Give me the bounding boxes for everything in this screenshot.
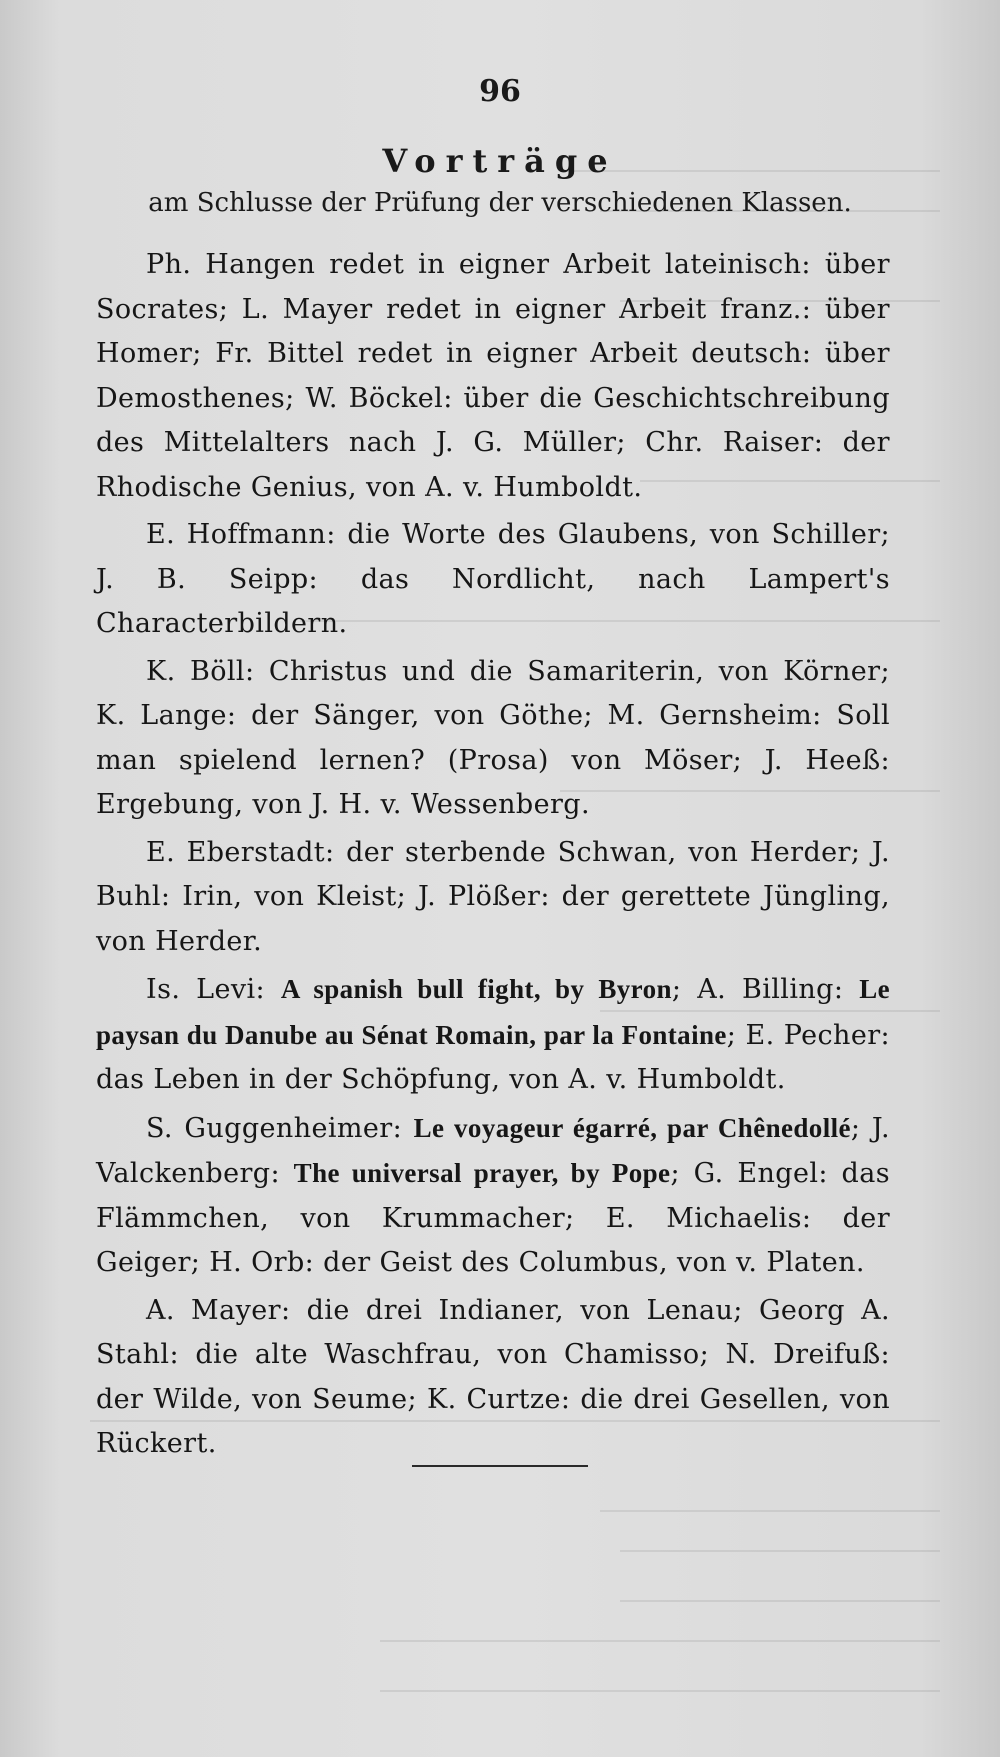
text-segment: K. Böll: Christus und die Samariterin, von Körner; K. Lange: der Sänger, von Göthe; M. Gernsheim: Soll man spielend lernen? (Prosa) von Möser; J. Heeß: Ergebung, von J. H. v. Wessenberg. xyxy=(96,655,890,820)
paragraph xyxy=(96,243,890,510)
body-text xyxy=(96,243,890,1470)
text-segment: Ph. Hangen redet in eigner Arbeit lateinisch: über Socrates; L. Mayer redet in eigner Arbeit franz.: über Homer; Fr. Bittel redet in eigner Arbeit deutsch: über Demosthenes; W. Böckel: über die Geschichtschreibung des Mittelalters nach J. G. Müller; Chr. Raiser: der Rhodische Genius, von A. v. Humboldt. xyxy=(96,249,890,503)
text-segment: ; A. Billing: xyxy=(671,974,860,1005)
text-segment: ; G. Engel: das Flämmchen, von Krummacher; E. Michaelis: der Geiger; H. Orb: der Geist des Columbus, von v. Platen. xyxy=(96,1158,890,1278)
roman-title: The universal prayer, by Pope xyxy=(293,1158,671,1188)
text-segment: ; E. Pecher: das Leben in der Schöpfung, von A. v. Humboldt. xyxy=(96,1019,891,1095)
roman-title: A spanish bull fight, by Byron xyxy=(280,974,672,1004)
section-heading: Vorträge xyxy=(382,142,618,180)
text-segment: E. Eberstadt: der sterbende Schwan, von Herder; J. Buhl: Irin, von Kleist; J. Plößer: der gerettete Jüngling, von Herder. xyxy=(96,836,890,957)
section-subheading: am Schlusse der Prüfung der verschiedenen Klassen. xyxy=(148,188,852,218)
text-segment: Is. Levi: xyxy=(146,974,281,1005)
paragraph xyxy=(96,650,890,828)
text-segment: S. Guggenheimer: xyxy=(146,1112,414,1144)
paragraph xyxy=(96,1289,890,1467)
paragraph xyxy=(96,513,890,647)
end-rule xyxy=(412,1465,588,1467)
paragraph xyxy=(96,831,890,965)
text-segment: A. Mayer: die drei Indianer, von Lenau; Georg A. Stahl: die alte Waschfrau, von Chamisso; N. Dreifuß: der Wilde, von Seume; K. Curtze: die drei Gesellen, von Rückert. xyxy=(96,1294,890,1459)
page-number: 96 xyxy=(479,74,521,109)
text-segment: E. Hoffmann: die Worte des Glaubens, von Schiller; J. B. Seipp: das Nordlicht, nach Lampert's Characterbildern. xyxy=(96,519,890,639)
roman-title: Le voyageur égarré, par Chênedollé xyxy=(413,1112,851,1143)
roman-title: Le paysan du Danube au Sénat Romain, par la Fontaine xyxy=(96,974,890,1050)
text-segment: ; J. Valckenberg: xyxy=(96,1112,891,1189)
paragraph xyxy=(96,1106,890,1286)
paragraph xyxy=(96,967,890,1103)
